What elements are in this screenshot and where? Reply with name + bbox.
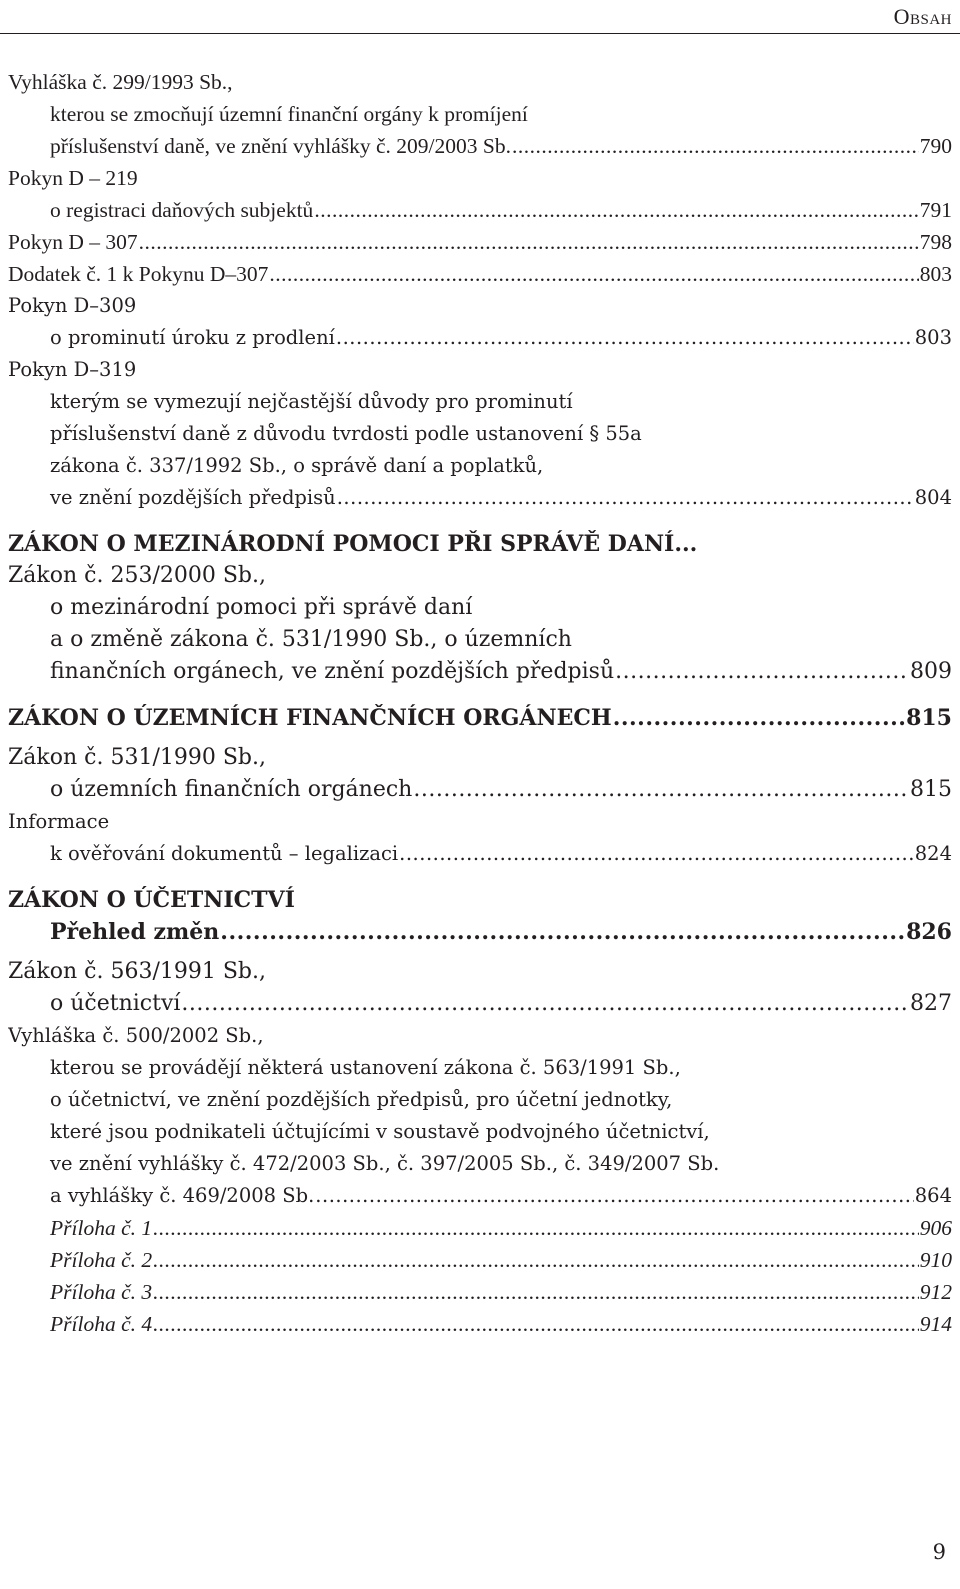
leader-dots (153, 1212, 919, 1244)
toc-entry-subtitle: o prominutí úroku z prodlení (50, 326, 335, 349)
toc-page-number: 914 (919, 1312, 952, 1336)
toc-entry-subtitle: o registraci daňových subjektů (50, 198, 314, 222)
leader-dots (315, 1180, 913, 1212)
toc-page-number: 910 (919, 1248, 952, 1272)
toc-entry-subtitle: o účetnictví (50, 991, 181, 1016)
leader-dots (512, 130, 919, 162)
running-header-title: Obsah (893, 4, 952, 29)
toc-page-number: 804 (914, 486, 952, 509)
toc-page-number: 912 (919, 1280, 952, 1304)
toc-entry-title: Informace (8, 810, 110, 833)
leader-dots (153, 1276, 919, 1308)
toc-entry-vyhlaska-500-2002[interactable] (8, 1020, 952, 1212)
toc-entry-subtitle: které jsou podnikateli účtujícími v soustavě podvojného účetnictví, (50, 1120, 710, 1143)
toc-entry-subtitle: o územních finančních orgánech (50, 777, 413, 802)
toc-entry-title: Zákon č. 531/1990 Sb., (8, 745, 266, 770)
toc-page-number: 826 (906, 919, 952, 945)
toc-page-number: 803 (919, 262, 952, 286)
toc-entry-informace-overovani[interactable] (8, 806, 952, 870)
toc-entry-priloha-1[interactable] (8, 1212, 952, 1244)
toc-entry-title: Příloha č. 4 (50, 1312, 153, 1336)
toc-section-heading: ZÁKON O ÚČETNICTVÍ (8, 887, 295, 913)
leader-dots (269, 258, 918, 290)
header-rule (0, 33, 960, 34)
toc-entry-pokyn-d-309[interactable] (8, 290, 952, 354)
toc-entry-title: Pokyn D – 307 (8, 230, 138, 254)
toc-entry-subtitle: finančních orgánech, ve znění pozdějších předpisů (50, 659, 615, 684)
toc-entry-subtitle: příslušenství daně, ve znění vyhlášky č. 209/2003 Sb. (50, 134, 511, 158)
toc-entry-subtitle: kterou se provádějí některá ustanovení zákona č. 563/1991 Sb., (50, 1056, 681, 1079)
leader-dots (413, 774, 909, 806)
toc-page-number: 827 (910, 991, 952, 1016)
toc-entry-subtitle: a vyhlášky č. 469/2008 Sb. (50, 1184, 315, 1207)
leader-dots (613, 702, 905, 734)
toc-page-number: 864 (914, 1184, 952, 1207)
toc-entry-subtitle: o mezinárodní pomoci při správě daní (50, 595, 473, 620)
toc-entry-title: Pokyn D–319 (8, 358, 137, 381)
leader-dots (153, 1308, 919, 1340)
toc-entry-title: Vyhláška č. 500/2002 Sb., (8, 1024, 264, 1047)
toc-entry-title: Vyhláška č. 299/1993 Sb., (8, 70, 233, 94)
toc-section-heading: ZÁKON O MEZINÁRODNÍ POMOCI PŘI SPRÁVĚ DANÍ... (8, 531, 698, 557)
toc-page-number: 803 (914, 326, 952, 349)
toc-entry-subtitle: ve znění pozdějších předpisů (50, 486, 336, 509)
leader-dots (220, 916, 905, 948)
leader-dots (399, 838, 914, 870)
toc-section-uzemni-financni-organy[interactable] (8, 702, 952, 734)
toc-entry-vyhlaska-299-1993[interactable] (8, 66, 952, 162)
toc-page-number: 809 (910, 659, 952, 684)
toc-entry-title: Zákon č. 253/2000 Sb., (8, 563, 266, 588)
toc-entry-title: Příloha č. 2 (50, 1248, 153, 1272)
toc-entry-subtitle: kterým se vymezují nejčastější důvody pro prominutí (50, 390, 573, 413)
toc-page-number: 824 (914, 842, 952, 865)
toc-entry-subtitle: o účetnictví, ve znění pozdějších předpisů, pro účetní jednotky, (50, 1088, 673, 1111)
toc-entry-subtitle: a o změně zákona č. 531/1990 Sb., o územních (50, 627, 572, 652)
leader-dots (615, 656, 909, 688)
leader-dots (181, 988, 909, 1020)
toc-entry-priloha-4[interactable] (8, 1308, 952, 1340)
toc-entry-subtitle: kterou se zmocňují územní finanční orgány k promíjení (50, 102, 528, 126)
toc-entry-subtitle: příslušenství daně z důvodu tvrdosti podle ustanovení § 55a (50, 422, 642, 445)
toc-page-number: 798 (919, 230, 952, 254)
toc-entry-subtitle: Přehled změn (50, 919, 220, 945)
toc-entry-zakon-253-2000[interactable] (8, 560, 952, 688)
toc-entry-title: Příloha č. 1 (50, 1216, 153, 1240)
toc-section-mezinarodni-pomoc[interactable] (8, 528, 952, 560)
toc-page-number: 906 (919, 1216, 952, 1240)
toc-entry-subtitle: ve znění vyhlášky č. 472/2003 Sb., č. 397/2005 Sb., č. 349/2007 Sb. (50, 1152, 720, 1175)
leader-dots (153, 1244, 919, 1276)
toc-entry-subtitle: zákona č. 337/1992 Sb., o správě daní a poplatků, (50, 454, 544, 477)
table-of-contents (8, 66, 952, 1340)
toc-entry-pokyn-d-319[interactable] (8, 354, 952, 514)
toc-page-number: 791 (919, 198, 952, 222)
toc-entry-zakon-531-1990[interactable] (8, 742, 952, 806)
toc-entry-title: Příloha č. 3 (50, 1280, 153, 1304)
toc-section-heading: ZÁKON O ÚZEMNÍCH FINANČNÍCH ORGÁNECH (8, 705, 612, 731)
toc-page-number: 815 (910, 777, 952, 802)
toc-entry-pokyn-d-307[interactable] (8, 226, 952, 258)
toc-entry-priloha-2[interactable] (8, 1244, 952, 1276)
toc-entry-subtitle: k ověřování dokumentů – legalizaci (50, 842, 399, 865)
toc-entry-title: Zákon č. 563/1991 Sb., (8, 959, 266, 984)
toc-entry-zakon-563-1991[interactable] (8, 956, 952, 1020)
page-number: 9 (932, 1540, 946, 1564)
toc-entry-priloha-3[interactable] (8, 1276, 952, 1308)
leader-dots (337, 482, 914, 514)
toc-entry-title: Pokyn D–309 (8, 294, 137, 317)
leader-dots (336, 322, 914, 354)
toc-entry-title: Dodatek č. 1 k Pokynu D–307 (8, 262, 269, 286)
toc-entry-dodatek-pokyn-d-307[interactable] (8, 258, 952, 290)
toc-section-ucetnictvi[interactable] (8, 884, 952, 948)
leader-dots (139, 226, 919, 258)
toc-entry-title: Pokyn D – 219 (8, 166, 138, 190)
toc-page-number: 815 (906, 705, 952, 731)
toc-entry-pokyn-d-219[interactable] (8, 162, 952, 226)
toc-page-number: 790 (919, 134, 952, 158)
leader-dots (314, 194, 918, 226)
